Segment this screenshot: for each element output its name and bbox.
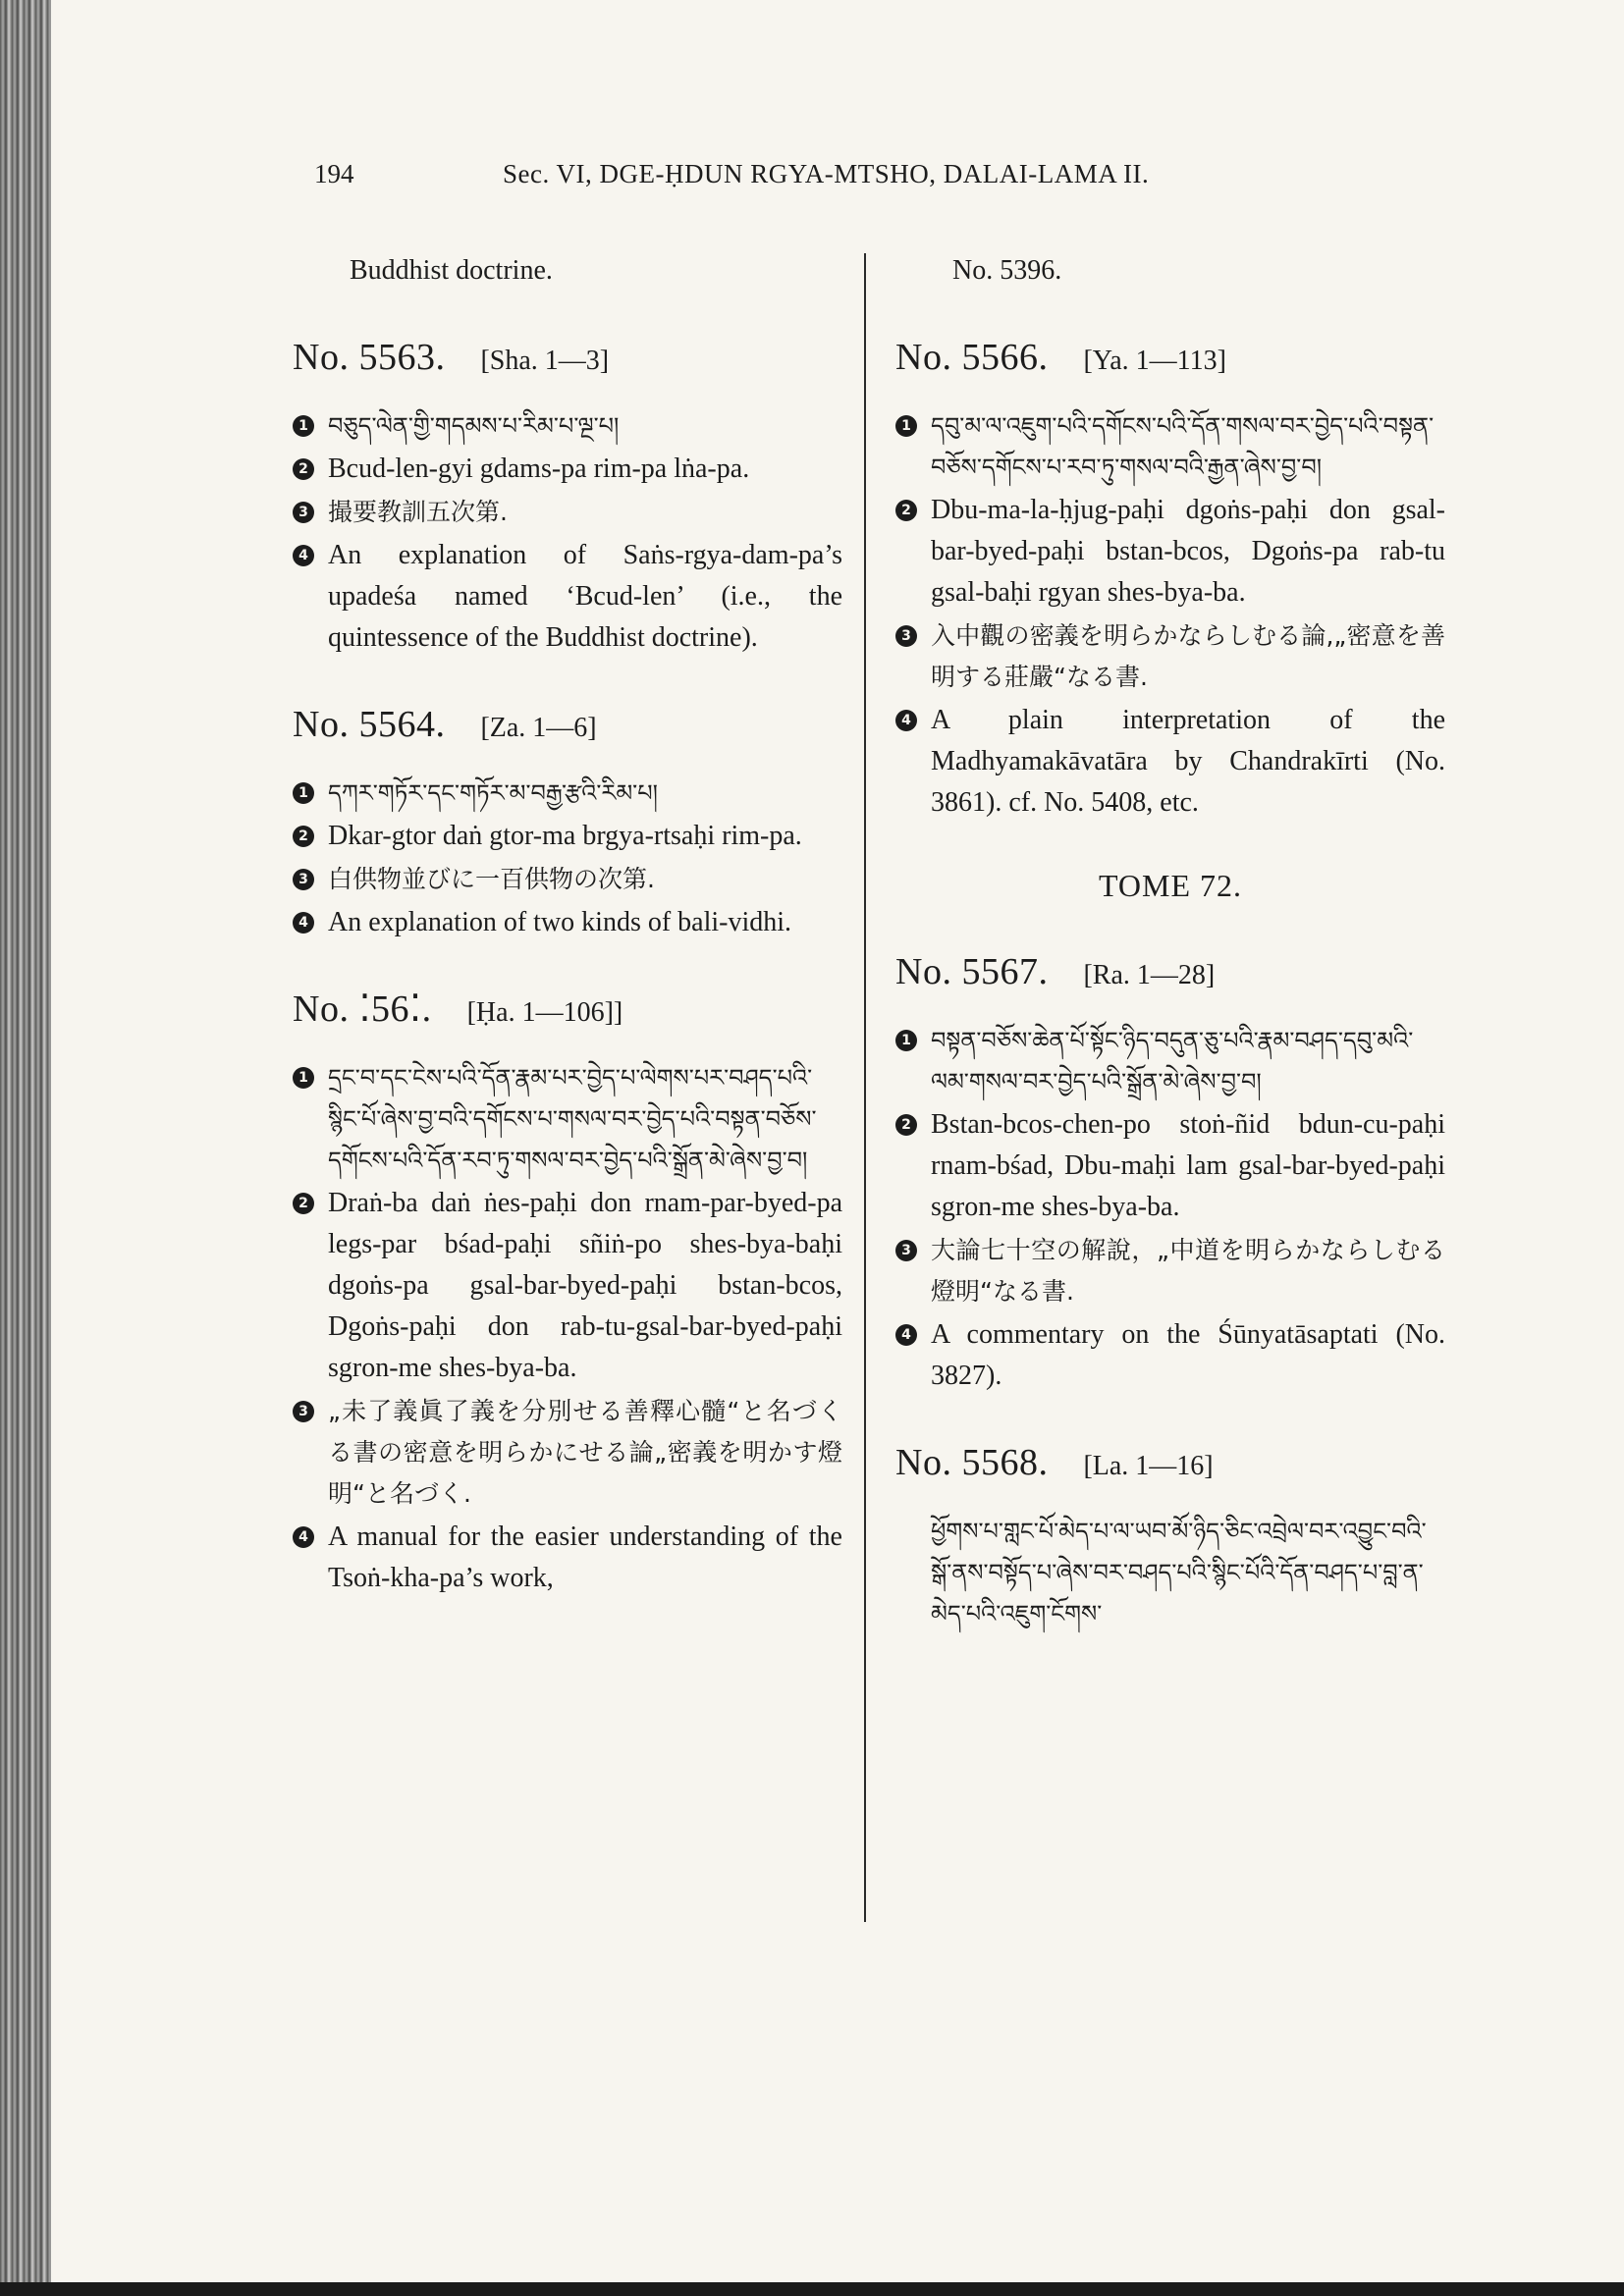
catalog-entry xyxy=(293,988,842,1599)
entry-line-latin xyxy=(293,902,842,943)
circled-number-marker: 4 xyxy=(293,545,314,566)
circled-number-marker: 3 xyxy=(895,625,917,647)
entry-folio-reference: [Za. 1—6] xyxy=(480,713,597,743)
page-number: 194 xyxy=(314,159,354,188)
right-column xyxy=(895,250,1445,1634)
entry-line-tibetan xyxy=(293,773,842,814)
circled-number-marker: 3 xyxy=(895,1240,917,1261)
entry-folio-reference: [Ra. 1—28] xyxy=(1083,960,1216,990)
tome-heading: TOME 72. xyxy=(1098,868,1243,903)
latin-text: Dkar-gtor daṅ gtor-ma brgya-rtsaḥi rim-pa. xyxy=(328,821,802,851)
latin-text: A plain interpretation of the Madhyamakāvatāra by Chandrakīrti (No. 3861). cf. No. 5408, etc. xyxy=(931,705,1445,818)
running-title: Sec. VI, DGE-ḤDUN RGYA-MTSHO, DALAI-LAMA II. xyxy=(503,159,1150,188)
circled-number-marker: 2 xyxy=(293,1193,314,1214)
continued-text: Buddhist doctrine. xyxy=(350,255,553,286)
entry-number: No. 5567. xyxy=(895,951,1049,992)
entry-line-japanese xyxy=(895,1230,1445,1312)
entry-number: No. 5566. xyxy=(895,337,1049,378)
japanese-text: 撮要教訓五次第. xyxy=(328,498,508,526)
entry-line-latin xyxy=(895,490,1445,614)
latin-text: A commentary on the Śūnyatāsaptati (No. 3827). xyxy=(931,1319,1445,1391)
entry-folio-reference: [Ya. 1—113] xyxy=(1083,346,1226,376)
left-column xyxy=(293,250,842,1599)
tibetan-text: བཅུད་ལེན་གྱི་གདམས་པ་རིམ་པ་ལྔ་པ། xyxy=(328,412,620,440)
japanese-text: 入中觀の密義を明らかならしむる論,„密意を善明する莊嚴“なる書. xyxy=(931,621,1445,691)
left-entries xyxy=(293,337,842,1599)
japanese-text: 白供物並びに一百供物の次第. xyxy=(328,865,655,893)
circled-number-marker: 2 xyxy=(895,1114,917,1136)
circled-number-marker: 2 xyxy=(293,826,314,847)
entry-line-latin xyxy=(895,1104,1445,1228)
circled-number-marker: 3 xyxy=(293,869,314,890)
entry-line-tibetan xyxy=(895,405,1445,488)
right-entries-before-tome xyxy=(895,337,1445,824)
latin-text: Bcud-len-gyi gdams-pa rim-pa lṅa-pa. xyxy=(328,454,750,484)
catalog-entry xyxy=(895,951,1445,1397)
entry-line-tibetan xyxy=(895,1020,1445,1102)
entry-number: No. 5568. xyxy=(895,1442,1049,1483)
entry-line-japanese xyxy=(293,492,842,533)
circled-number-marker: 4 xyxy=(293,1526,314,1548)
latin-text: An explanation of Saṅs-rgya-dam-pa’s upadeśa named ‘Bcud-len’ (i.e., the quintessence of the Buddhist doctrine). xyxy=(328,540,842,653)
latin-text: Dbu-ma-la-ḥjug-paḥi dgoṅs-paḥi don gsal-bar-byed-paḥi bstan-bcos, Dgoṅs-pa rab-tu gsal-baḥi rgyan shes-bya-ba. xyxy=(931,495,1445,608)
entry-line-latin xyxy=(895,700,1445,824)
entry-line-japanese xyxy=(895,615,1445,698)
tibetan-text: དཀར་གཏོར་དང་གཏོར་མ་བརྒྱ་རྩའི་རིམ་པ། xyxy=(328,779,658,807)
book-binding-edge xyxy=(0,0,51,2296)
circled-number-marker: 3 xyxy=(293,1401,314,1422)
latin-text: Draṅ-ba daṅ ṅes-paḥi don rnam-par-byed-pa legs-par bśad-paḥi sñiṅ-po shes-bya-baḥi dgoṅs-pa gsal-bar-byed-paḥi bstan-bcos, Dgoṅs-paḥi don rab-tu-gsal-bar-byed-paḥi sgron-me shes-bya-ba. xyxy=(328,1188,842,1383)
entry-line-latin xyxy=(293,1183,842,1389)
circled-number-marker: 3 xyxy=(293,502,314,523)
circled-number-marker: 2 xyxy=(293,458,314,480)
circled-number-marker: 1 xyxy=(293,415,314,437)
entry-line-japanese xyxy=(293,859,842,900)
tibetan-text: དྲང་བ་དང་ངེས་པའི་དོན་རྣམ་པར་བྱེད་པ་ལེགས་པར་བཤད་པའི་སྙིང་པོ་ཞེས་བྱ་བའི་དགོངས་པ་གསལ་བར་བྱེད་པའི་བསྟན་བཅོས་དགོངས་པའི་དོན་རབ་ཏུ་གསལ་བར་བྱེད་པའི་སྒྲོན་མེ་ཞེས་བྱ་བ། xyxy=(328,1064,817,1174)
entry-number: No. 5563. xyxy=(293,337,446,378)
entry-heading xyxy=(895,1442,1445,1487)
tibetan-text: བསྟན་བཅོས་ཆེན་པོ་སྟོང་ཉིད་བདུན་ཅུ་པའི་རྣམ་བཤད་དབུ་མའི་ལམ་གསལ་བར་བྱེད་པའི་སྒྲོན་མེ་ཞེས་བྱ་བ། xyxy=(931,1027,1414,1095)
catalog-entry xyxy=(293,337,842,659)
circled-number-marker: 1 xyxy=(895,415,917,437)
entry-folio-reference: [Sha. 1—3] xyxy=(480,346,610,376)
latin-text: A manual for the easier understanding of the Tsoṅ-kha-pa’s work, xyxy=(328,1522,842,1593)
circled-number-marker: 2 xyxy=(895,500,917,521)
continued-text: No. 5396. xyxy=(952,255,1062,286)
entry-heading xyxy=(293,337,842,382)
entry-heading xyxy=(293,988,842,1034)
entry-heading xyxy=(293,704,842,749)
circled-number-marker: 4 xyxy=(895,710,917,731)
entry-line-tibetan xyxy=(293,1057,842,1181)
entry-heading xyxy=(895,337,1445,382)
catalog-entry xyxy=(895,1442,1445,1634)
circled-number-marker: 1 xyxy=(895,1030,917,1051)
tibetan-text: ཕྱོགས་པ་གླང་པོ་མེད་པ་ལ་ཡབ་མོ་ཉིད་ཅིང་འབྲེལ་བར་འབྱུང་བའི་སྒོ་ནས་བསྟོད་པ་ཞེས་བར་བཤད་པའི་སྙིང་པོའི་དོན་བཤད་པ་བླ་ན་མེད་པའི་འཇུག་ངོགས་ xyxy=(931,1518,1427,1628)
entry-heading xyxy=(895,951,1445,996)
latin-text: Bstan-bcos-chen-po stoṅ-ñid bdun-cu-paḥi rnam-bśad, Dbu-maḥi lam gsal-bar-byed-paḥi sgron-me shes-bya-ba. xyxy=(931,1109,1445,1222)
catalog-entry xyxy=(293,704,842,943)
japanese-text: 大論七十空の解說，„中道を明らかならしむる燈明“なる書. xyxy=(931,1236,1445,1306)
catalog-entry xyxy=(895,337,1445,824)
page-header xyxy=(314,159,1345,198)
entry-folio-reference: [La. 1—16] xyxy=(1083,1451,1214,1481)
japanese-text: „未了義眞了義を分別せる善釋心髓“と名づくる書の密意を明らかにせる論„密義を明かす燈明“と名づく. xyxy=(328,1397,842,1508)
entry-number: No. 5564. xyxy=(293,704,446,745)
entry-number: No. ⁚56⁚. xyxy=(293,988,432,1030)
entry-line-japanese xyxy=(293,1391,842,1515)
right-entries-after-tome xyxy=(895,951,1445,1634)
entry-folio-reference: [Ḥa. 1—106]] xyxy=(466,997,623,1028)
circled-number-marker: 1 xyxy=(293,1067,314,1089)
entry-line-latin xyxy=(293,1517,842,1599)
entry-line-tibetan xyxy=(293,405,842,447)
circled-number-marker: 1 xyxy=(293,782,314,804)
circled-number-marker: 4 xyxy=(895,1324,917,1346)
scan-bottom-border xyxy=(0,2282,1624,2296)
entry-line-latin xyxy=(293,816,842,857)
entry-line-latin xyxy=(293,535,842,659)
entry-line-latin xyxy=(293,449,842,490)
entry-line-latin xyxy=(895,1314,1445,1397)
circled-number-marker: 4 xyxy=(293,912,314,934)
latin-text: An explanation of two kinds of bali-vidhi. xyxy=(328,907,792,937)
column-divider xyxy=(864,253,866,1922)
tibetan-text: དབུ་མ་ལ་འཇུག་པའི་དགོངས་པའི་དོན་གསལ་བར་བྱེད་པའི་བསྟན་བཅོས་དགོངས་པ་རབ་ཏུ་གསལ་བའི་རྒྱན་ཞེས་བྱ་བ། xyxy=(931,412,1435,481)
